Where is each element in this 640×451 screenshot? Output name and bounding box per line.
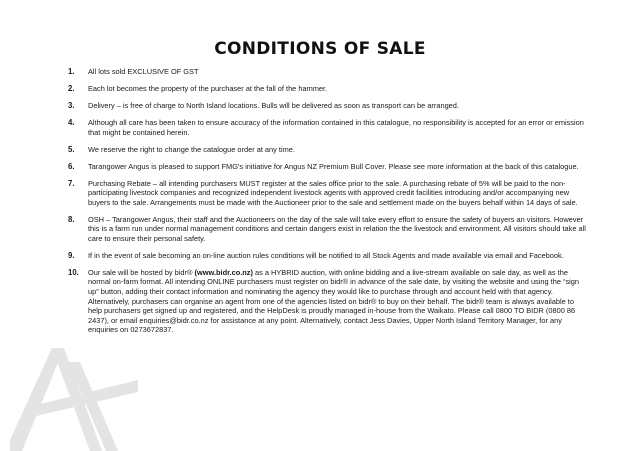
condition-text: OSH – Tarangower Angus, their staff and the Auctioneers on the day of the sale will take every effort to ensure the safety of buyers an visitors. However this is a farm run under normal management conditions and certain dangers exist in relation the the livestock and environment. All visitors should take all care to ensure their personal safety. (88, 214, 586, 243)
condition-number: 8. (68, 214, 75, 224)
bidr-website-link[interactable]: (www.bidr.co.nz) (194, 267, 253, 277)
condition-number: 9. (68, 250, 75, 260)
condition-item (68, 145, 588, 155)
condition-text: Although all care has been taken to ensure accuracy of the information contained in this catalogue, no responsibility is accepted for an error or emission that might be contained herein. (88, 117, 584, 137)
condition-text: We reserve the right to change the catalogue order at any time. (88, 144, 295, 154)
condition-number: 7. (68, 178, 75, 188)
condition-number: 3. (68, 100, 75, 110)
condition-item (68, 67, 588, 77)
condition-text: Tarangower Angus is pleased to support FMG's initiative for Angus NZ Premium Bull Cover. Please see more information at the back of this catalogue. (88, 161, 579, 171)
condition-text: Each lot becomes the property of the purchaser at the fall of the hammer. (88, 83, 328, 93)
condition-item (68, 101, 588, 111)
condition-item (68, 215, 588, 244)
condition-number: 1. (68, 67, 75, 76)
page-title: CONDITIONS OF SALE (214, 39, 426, 59)
condition-text: Delivery – is free of charge to North Island locations. Bulls will be delivered as soon as transport can be arranged. (88, 100, 459, 110)
condition-item (68, 84, 588, 94)
condition-item (68, 118, 588, 137)
condition-item (68, 251, 588, 261)
condition-number: 2. (68, 83, 75, 93)
conditions-list (68, 67, 588, 342)
condition-text-part: Our sale will be hosted by bidr® (88, 267, 195, 277)
condition-number: 10. (68, 267, 79, 277)
condition-item (68, 162, 588, 172)
condition-text-part: as a HYBRID auction, with online bidding and a live-stream available on sale day, as well as the normal on-farm format. All intending ONLINE purchasers must register on bidr® in advance of the sale date, by visiting the website and using the “sign up” button, adding their contact information and nominating the agency they would like to purchase through and account held with that agency. Alternatively, purchasers can organise an agent from one of the agencies listed on bidr® to buy on their behalf. The bidr® team is always available to help purchasers get signed up and registered, and the HelpDesk is proudly managed in-house from the Waikato. Please call 0800 TO BIDR (0800 86 2437), or email enquiries@bidr.co.nz for assistance at any point. Alternatively, contact Jess Davies, Upper North Island Territory Manager, for any enquiries on 0273672837. (88, 267, 580, 335)
condition-number: 5. (68, 144, 75, 154)
condition-text: All lots sold EXCLUSIVE OF GST (88, 67, 199, 76)
condition-text: Purchasing Rebate – all intending purchasers MUST register at the sales office prior to the sale. A purchasing rebate of 5% will be paid to the non-participating livestock companies and recognized independent livestock agents with approved credit facilities introducing and/or accompanying new buyers to the sale. Arrangements must be made with the Auctioneer prior to the sale and settlement made on the buyers behalf within 14 days of sale. (88, 178, 578, 207)
condition-item (68, 268, 588, 335)
condition-text: If in the event of sale becoming an on-line auction rules conditions will be notified to all Stock Agents and made available via email and Facebook. (88, 250, 564, 260)
condition-number: 4. (68, 117, 75, 127)
tarangower-logo-icon (10, 348, 138, 451)
condition-text (88, 268, 579, 335)
condition-number: 6. (68, 161, 75, 171)
condition-item (68, 179, 588, 208)
